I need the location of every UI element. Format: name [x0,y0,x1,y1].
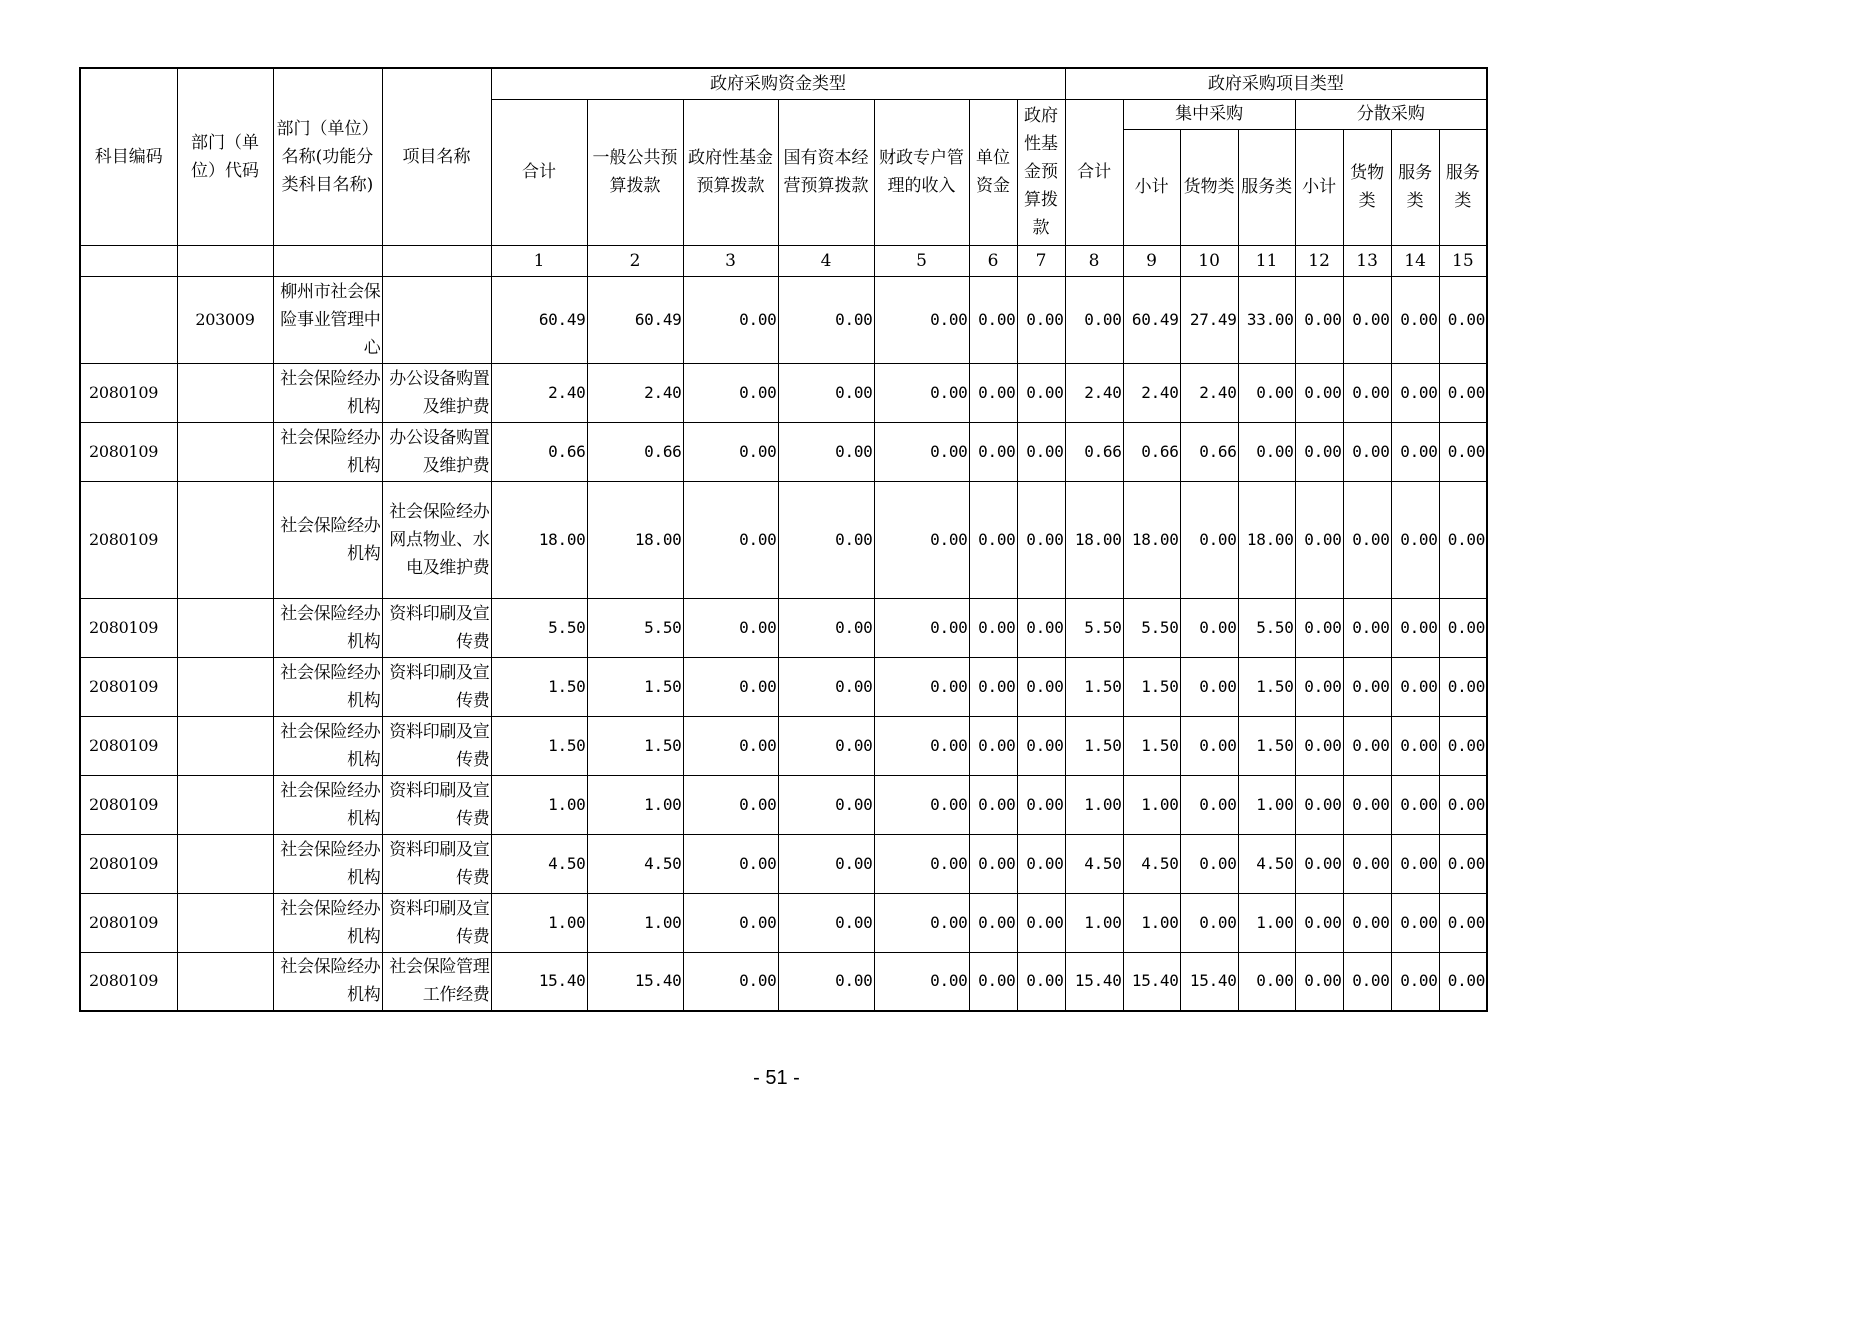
value-cell: 18.00 [1238,481,1295,598]
value-cell: 0.00 [778,363,874,422]
value-cell: 0.00 [1439,834,1487,893]
value-cell: 0.00 [1017,481,1065,598]
header-services-3: 服务类 [1439,129,1487,245]
value-cell: 0.00 [969,422,1017,481]
value-cell: 0.00 [1017,952,1065,1011]
value-cell: 0.00 [1180,775,1238,834]
header-total-2: 合计 [1065,99,1123,245]
value-cell: 18.00 [491,481,587,598]
column-number: 12 [1295,245,1343,276]
value-cell: 0.00 [969,952,1017,1011]
value-cell: 18.00 [587,481,683,598]
header-project-name: 项目名称 [382,68,491,245]
column-number: 14 [1391,245,1439,276]
value-cell: 0.00 [778,657,874,716]
dept-code-cell [177,893,273,952]
value-cell: 0.00 [874,657,969,716]
value-cell: 0.00 [1439,657,1487,716]
empty-cell [382,245,491,276]
value-cell: 0.00 [683,422,778,481]
table-row [80,276,1487,363]
header-fund-type-group: 政府采购资金类型 [491,68,1065,99]
table-row [80,481,1487,598]
dept-code-cell [177,481,273,598]
column-number: 2 [587,245,683,276]
empty-cell [80,245,177,276]
table-row [80,598,1487,657]
value-cell: 0.00 [1391,363,1439,422]
value-cell: 5.50 [491,598,587,657]
value-cell: 0.00 [1180,716,1238,775]
value-cell: 0.00 [1180,598,1238,657]
subject-code-cell [80,276,177,363]
table-row [80,952,1487,1011]
subject-code-cell: 2080109 [80,952,177,1011]
dept-name-cell: 社会保险经办机构 [273,422,382,481]
value-cell: 0.00 [1295,657,1343,716]
value-cell: 1.00 [587,775,683,834]
value-cell: 0.00 [1017,422,1065,481]
header-subtotal: 小计 [1123,129,1180,245]
value-cell: 0.00 [1439,276,1487,363]
header-project-type-group: 政府采购项目类型 [1065,68,1487,99]
value-cell: 1.50 [1123,716,1180,775]
value-cell: 0.00 [1391,893,1439,952]
value-cell: 0.00 [778,834,874,893]
value-cell: 15.40 [1065,952,1123,1011]
dept-code-cell [177,952,273,1011]
value-cell: 0.00 [683,276,778,363]
value-cell: 0.00 [778,775,874,834]
dept-code-cell [177,834,273,893]
value-cell: 18.00 [1123,481,1180,598]
value-cell: 5.50 [587,598,683,657]
subject-code-cell: 2080109 [80,716,177,775]
value-cell: 1.00 [587,893,683,952]
value-cell: 15.40 [491,952,587,1011]
value-cell: 1.00 [1123,893,1180,952]
value-cell: 0.00 [1343,952,1391,1011]
value-cell: 1.50 [1065,716,1123,775]
value-cell: 0.00 [1343,422,1391,481]
value-cell: 0.00 [1391,775,1439,834]
value-cell: 0.00 [1238,422,1295,481]
subject-code-cell: 2080109 [80,657,177,716]
value-cell: 0.00 [1439,952,1487,1011]
value-cell: 0.00 [683,716,778,775]
dept-code-cell [177,422,273,481]
header-gov-fund-budget-alloc: 政府性基金预算拨款 [1017,99,1065,245]
value-cell: 0.00 [1295,598,1343,657]
value-cell: 0.00 [1391,598,1439,657]
value-cell: 0.00 [1343,716,1391,775]
value-cell: 1.00 [1065,775,1123,834]
column-number: 9 [1123,245,1180,276]
value-cell: 1.50 [587,716,683,775]
project-name-cell: 办公设备购置及维护费 [382,363,491,422]
header-total: 合计 [491,99,587,245]
header-unit-fund: 单位资金 [969,99,1017,245]
dept-name-cell: 社会保险经办机构 [273,952,382,1011]
value-cell: 0.00 [1238,952,1295,1011]
subject-code-cell: 2080109 [80,834,177,893]
value-cell: 0.66 [587,422,683,481]
value-cell: 1.50 [1238,657,1295,716]
value-cell: 0.00 [683,952,778,1011]
value-cell: 4.50 [1238,834,1295,893]
dept-name-cell: 柳州市社会保险事业管理中心 [273,276,382,363]
value-cell: 0.00 [1295,716,1343,775]
project-name-cell: 办公设备购置及维护费 [382,422,491,481]
value-cell: 0.00 [778,276,874,363]
column-number: 6 [969,245,1017,276]
value-cell: 0.00 [1017,834,1065,893]
project-name-cell: 资料印刷及宣传费 [382,657,491,716]
value-cell: 1.50 [1123,657,1180,716]
value-cell: 0.00 [683,893,778,952]
column-number: 13 [1343,245,1391,276]
table-row [80,775,1487,834]
value-cell: 0.00 [1343,775,1391,834]
header-services: 服务类 [1238,129,1295,245]
table-row [80,422,1487,481]
dept-name-cell: 社会保险经办机构 [273,657,382,716]
value-cell: 0.00 [1439,893,1487,952]
column-number: 5 [874,245,969,276]
column-number: 15 [1439,245,1487,276]
dept-name-cell: 社会保险经办机构 [273,893,382,952]
value-cell: 0.00 [1295,481,1343,598]
value-cell: 0.00 [1180,834,1238,893]
value-cell: 0.00 [874,481,969,598]
value-cell: 0.00 [1391,481,1439,598]
value-cell: 0.00 [1295,422,1343,481]
header-general-budget: 一般公共预算拨款 [587,99,683,245]
value-cell: 0.00 [1439,716,1487,775]
header-services-2: 服务类 [1391,129,1439,245]
value-cell: 0.00 [1295,834,1343,893]
value-cell: 0.00 [874,422,969,481]
dept-code-cell [177,598,273,657]
project-name-cell: 资料印刷及宣传费 [382,716,491,775]
value-cell: 0.00 [1391,834,1439,893]
value-cell: 0.00 [1391,276,1439,363]
value-cell: 60.49 [587,276,683,363]
value-cell: 0.00 [1439,422,1487,481]
value-cell: 0.00 [874,276,969,363]
value-cell: 0.00 [1295,363,1343,422]
value-cell: 1.50 [491,716,587,775]
value-cell: 0.00 [1343,834,1391,893]
value-cell: 0.00 [778,893,874,952]
value-cell: 0.00 [969,775,1017,834]
table-row [80,893,1487,952]
value-cell: 0.00 [1343,598,1391,657]
value-cell: 0.00 [969,657,1017,716]
header-decentralized: 分散采购 [1295,99,1487,129]
value-cell: 4.50 [1065,834,1123,893]
value-cell: 0.00 [778,952,874,1011]
value-cell: 27.49 [1180,276,1238,363]
value-cell: 0.00 [1343,657,1391,716]
subject-code-cell: 2080109 [80,363,177,422]
value-cell: 0.00 [1017,893,1065,952]
value-cell: 0.00 [969,598,1017,657]
column-number: 10 [1180,245,1238,276]
value-cell: 0.00 [1439,363,1487,422]
dept-name-cell: 社会保险经办机构 [273,716,382,775]
value-cell: 1.00 [1238,775,1295,834]
value-cell: 60.49 [1123,276,1180,363]
value-cell: 1.00 [1065,893,1123,952]
column-number: 11 [1238,245,1295,276]
page-number: - 51 - [753,1067,800,1089]
value-cell: 0.00 [874,598,969,657]
dept-name-cell: 社会保险经办机构 [273,598,382,657]
header-subtotal-2: 小计 [1295,129,1343,245]
value-cell: 15.40 [1180,952,1238,1011]
value-cell: 0.66 [1123,422,1180,481]
column-number: 1 [491,245,587,276]
value-cell: 0.00 [1439,481,1487,598]
dept-name-cell: 社会保险经办机构 [273,834,382,893]
subject-code-cell: 2080109 [80,422,177,481]
value-cell: 2.40 [587,363,683,422]
dept-code-cell: 203009 [177,276,273,363]
value-cell: 15.40 [587,952,683,1011]
value-cell: 0.00 [874,893,969,952]
value-cell: 0.00 [1180,481,1238,598]
column-number: 4 [778,245,874,276]
value-cell: 1.00 [1123,775,1180,834]
value-cell: 2.40 [491,363,587,422]
value-cell: 0.00 [1391,422,1439,481]
value-cell: 2.40 [1123,363,1180,422]
value-cell: 33.00 [1238,276,1295,363]
value-cell: 5.50 [1123,598,1180,657]
value-cell: 0.00 [874,952,969,1011]
subject-code-cell: 2080109 [80,775,177,834]
subject-code-cell: 2080109 [80,893,177,952]
header-gov-fund-budget: 政府性基金预算拨款 [683,99,778,245]
value-cell: 0.00 [1017,276,1065,363]
value-cell: 0.00 [874,363,969,422]
column-number: 3 [683,245,778,276]
value-cell: 4.50 [491,834,587,893]
value-cell: 0.00 [778,716,874,775]
value-cell: 0.00 [1391,716,1439,775]
column-number-row [80,245,1487,276]
dept-name-cell: 社会保险经办机构 [273,481,382,598]
value-cell: 1.50 [587,657,683,716]
dept-name-cell: 社会保险经办机构 [273,775,382,834]
header-subject-code: 科目编码 [80,68,177,245]
value-cell: 0.00 [778,422,874,481]
table-row [80,657,1487,716]
value-cell: 0.00 [1017,363,1065,422]
column-number: 7 [1017,245,1065,276]
value-cell: 0.00 [1391,657,1439,716]
value-cell: 0.66 [1065,422,1123,481]
dept-code-cell [177,775,273,834]
value-cell: 0.00 [1238,363,1295,422]
dept-code-cell [177,363,273,422]
value-cell: 0.00 [1439,775,1487,834]
value-cell: 0.00 [1343,893,1391,952]
value-cell: 0.00 [683,481,778,598]
empty-cell [177,245,273,276]
value-cell: 1.00 [491,893,587,952]
header-centralized: 集中采购 [1123,99,1295,129]
value-cell: 1.50 [1065,657,1123,716]
value-cell: 0.00 [1343,363,1391,422]
value-cell: 0.00 [969,363,1017,422]
value-cell: 0.00 [1017,598,1065,657]
value-cell: 0.00 [683,657,778,716]
value-cell: 0.00 [1017,657,1065,716]
project-name-cell: 资料印刷及宣传费 [382,834,491,893]
dept-code-cell [177,657,273,716]
table-header [80,68,1487,276]
value-cell: 0.00 [1295,775,1343,834]
value-cell: 0.00 [969,716,1017,775]
value-cell: 4.50 [587,834,683,893]
value-cell: 0.00 [1391,952,1439,1011]
value-cell: 60.49 [491,276,587,363]
table-row [80,834,1487,893]
value-cell: 0.00 [778,481,874,598]
value-cell: 0.00 [969,276,1017,363]
dept-name-cell: 社会保险经办机构 [273,363,382,422]
value-cell: 0.00 [969,893,1017,952]
project-name-cell: 资料印刷及宣传费 [382,598,491,657]
value-cell: 2.40 [1065,363,1123,422]
value-cell: 0.00 [778,598,874,657]
project-name-cell [382,276,491,363]
value-cell: 1.50 [491,657,587,716]
value-cell: 0.00 [1180,657,1238,716]
value-cell: 0.00 [1439,598,1487,657]
value-cell: 0.00 [969,834,1017,893]
header-goods: 货物类 [1180,129,1238,245]
header-goods-2: 货物类 [1343,129,1391,245]
table-body [80,276,1487,1011]
value-cell: 5.50 [1238,598,1295,657]
project-name-cell: 社会保险管理工作经费 [382,952,491,1011]
subject-code-cell: 2080109 [80,598,177,657]
value-cell: 4.50 [1123,834,1180,893]
header-dept-name: 部门（单位）名称(功能分类科目名称) [273,68,382,245]
empty-cell [273,245,382,276]
value-cell: 0.00 [1295,276,1343,363]
value-cell: 0.00 [683,834,778,893]
value-cell: 0.00 [683,598,778,657]
value-cell: 0.00 [1343,276,1391,363]
header-dept-code: 部门（单位）代码 [177,68,273,245]
value-cell: 0.00 [1017,716,1065,775]
value-cell: 0.00 [1295,952,1343,1011]
value-cell: 18.00 [1065,481,1123,598]
value-cell: 1.50 [1238,716,1295,775]
project-name-cell: 社会保险经办网点物业、水电及维护费 [382,481,491,598]
value-cell: 0.00 [874,716,969,775]
table-row [80,363,1487,422]
value-cell: 2.40 [1180,363,1238,422]
value-cell: 0.66 [491,422,587,481]
value-cell: 1.00 [491,775,587,834]
value-cell: 0.00 [969,481,1017,598]
value-cell: 0.00 [1295,893,1343,952]
header-special-account: 财政专户管理的收入 [874,99,969,245]
value-cell: 0.00 [1180,893,1238,952]
value-cell: 0.00 [1343,481,1391,598]
header-state-capital: 国有资本经营预算拨款 [778,99,874,245]
value-cell: 0.00 [683,363,778,422]
value-cell: 0.00 [874,775,969,834]
column-number: 8 [1065,245,1123,276]
subject-code-cell: 2080109 [80,481,177,598]
value-cell: 15.40 [1123,952,1180,1011]
value-cell: 1.00 [1238,893,1295,952]
value-cell: 0.00 [1065,276,1123,363]
project-name-cell: 资料印刷及宣传费 [382,893,491,952]
value-cell: 0.00 [874,834,969,893]
value-cell: 5.50 [1065,598,1123,657]
value-cell: 0.66 [1180,422,1238,481]
dept-code-cell [177,716,273,775]
value-cell: 0.00 [683,775,778,834]
value-cell: 0.00 [1017,775,1065,834]
project-name-cell: 资料印刷及宣传费 [382,775,491,834]
table-row [80,716,1487,775]
procurement-budget-table [79,67,1488,1012]
